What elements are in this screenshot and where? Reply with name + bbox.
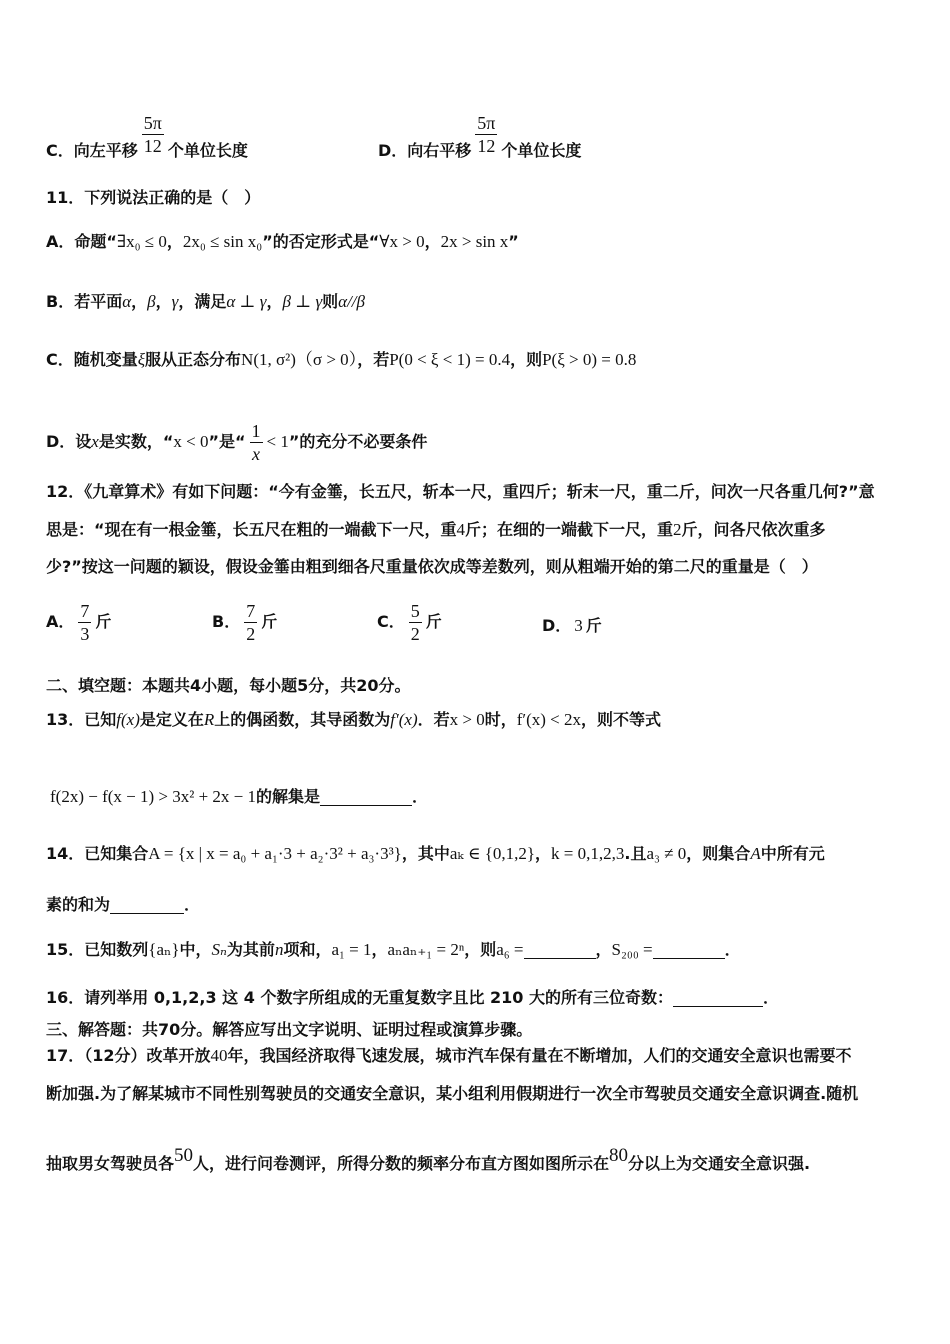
q11-option-b: B．若平面α，β，γ，满足α ⊥ γ，β ⊥ γ则α//β <box>46 292 365 311</box>
q11-option-d: D．设x是实数，“x < 0”是“ $\frac{1}{x}$ < 1”的充分不必要条件 <box>46 421 428 464</box>
q10-option-c: C．向左平移 $\frac{5\pi}{12}$ 个单位长度 <box>46 113 248 160</box>
q12-option-b: B． $\frac{7}{2}$ 斤 <box>212 601 278 644</box>
q13-line1: 13．已知f(x)是定义在R上的偶函数，其导函数为f′(x)．若x > 0时，f′(x) < 2x，则不等式 <box>46 710 662 729</box>
q13-line2: f(2x) − f(x − 1) > 3x² + 2x − 1的解集是 ． <box>50 787 429 806</box>
q12-line2: 思是：“现在有一根金箠，长五尺在粗的一端截下一尺，重4斤；在细的一端截下一尺，重2斤，问各尺依次重多 <box>46 520 826 539</box>
q12-line1: 12．《九章算术》有如下问题：“今有金箠，长五尺，斩本一尺，重四斤；斩末一尺，重二斤，问次一尺各重几何?”意 <box>46 482 875 501</box>
q12-option-a: A． $\frac{7}{3}$ 斤 <box>46 601 112 644</box>
q14-answer-blank[interactable] <box>110 895 184 914</box>
q12-line3: 少?”按这一问题的颖设，假设金箠由粗到细各尺重量依次成等差数列，则从粗端开始的第二尺的重量是（ ） <box>46 557 818 576</box>
q11-stem: 11．下列说法正确的是（ ） <box>46 188 261 207</box>
q10-option-d: D．向右平移 $\frac{5\pi}{12}$ 个单位长度 <box>378 113 582 160</box>
q12-option-c: C． $\frac{5}{2}$ 斤 <box>377 601 442 644</box>
q14-line1: 14．已知集合A = {x | x = a₀ + a₁·3 + a₂·3² + a₃·3³}，其中aₖ ∈ {0,1,2}，k = 0,1,2,3.且a₃ ≠ 0，则集合A中所有元 <box>46 844 825 863</box>
q12-option-d: D． 3 斤 <box>542 616 602 635</box>
section-2-heading: 二、填空题：本题共4小题，每小题5分，共20分。 <box>46 676 411 695</box>
q13-answer-blank[interactable] <box>320 787 412 806</box>
q15-line: 15．已知数列{aₙ}中，Sₙ为其前n项和，a₁ = 1，aₙaₙ₊₁ = 2ⁿ，则a₆ = ，S₂₀₀ = ． <box>46 940 741 959</box>
q17-line3: 抽取男女驾驶员各50人，进行问卷测评，所得分数的频率分布直方图如图所示在80分以上为交通安全意识强. <box>46 1145 811 1173</box>
q11-option-c: C．随机变量ξ服从正态分布N(1, σ²)（σ > 0），若P(0 < ξ < 1) = 0.4，则P(ξ > 0) = 0.8 <box>46 350 637 369</box>
q17-line1: 17．（12分）改革开放40年，我国经济取得飞速发展，城市汽车保有量在不断增加，人们的交通安全意识也需要不 <box>46 1046 852 1065</box>
q16-line: 16．请列举用 0,1,2,3 这 4 个数字所组成的无重复数字且比 210 大的所有三位奇数： ． <box>46 988 780 1007</box>
q15-s200-blank[interactable] <box>653 940 725 959</box>
q17-line2: 断加强.为了解某城市不同性别驾驶员的交通安全意识，某小组利用假期进行一次全市驾驶员交通安全意识调查.随机 <box>46 1084 859 1103</box>
q16-answer-blank[interactable] <box>673 988 763 1007</box>
q11-option-a: A．命题“∃x₀ ≤ 0，2x₀ ≤ sin x₀”的否定形式是“∀x > 0，2x > sin x” <box>46 232 519 251</box>
q14-line2: 素的和为 ． <box>46 895 201 914</box>
q15-a6-blank[interactable] <box>524 940 596 959</box>
section-3-heading: 三、解答题：共70分。解答应写出文字说明、证明过程或演算步骤。 <box>46 1020 533 1039</box>
